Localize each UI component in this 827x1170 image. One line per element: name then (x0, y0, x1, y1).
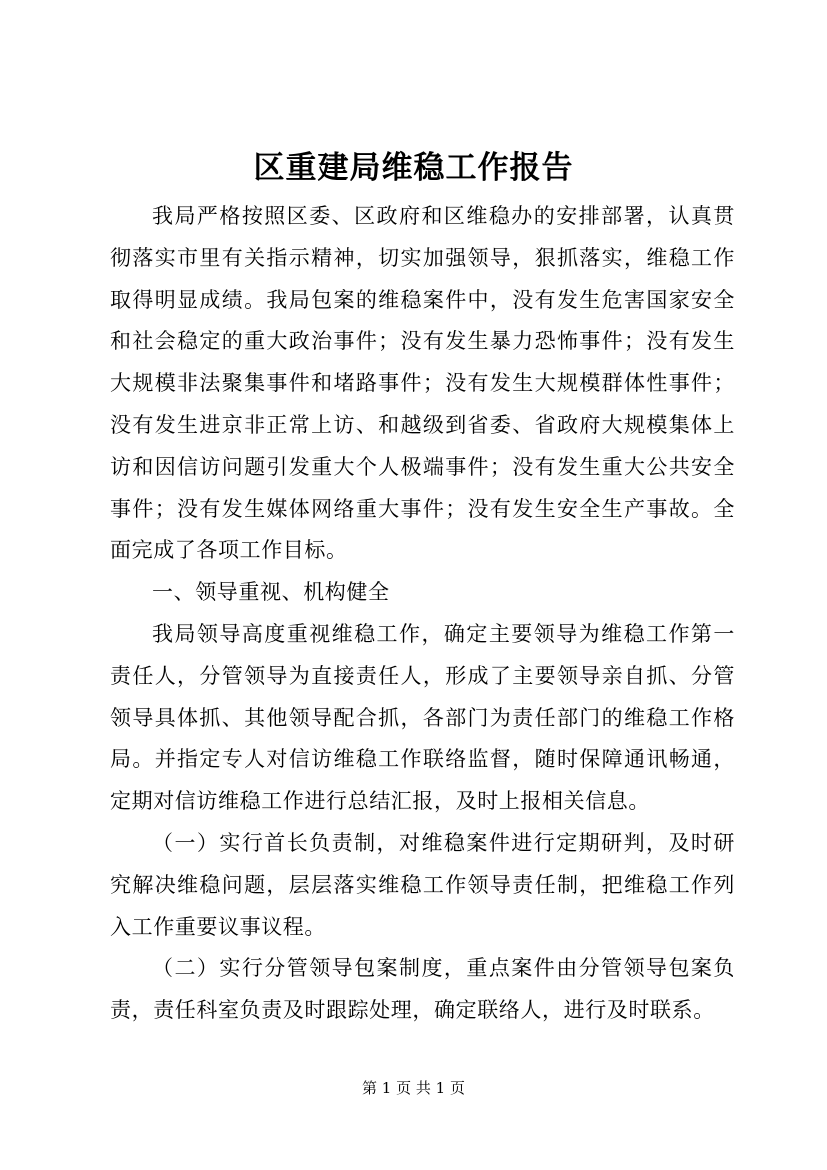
subsection-paragraph-1: （一）实行首长负责制，对维稳案件进行定期研判，及时研究解决维稳问题，层层落实维稳工作领导责任制，把维稳工作列入工作重要议事议程。 (110, 830, 735, 939)
intro-paragraph: 我局严格按照区委、区政府和区维稳办的安排部署，认真贯彻落实市里有关指示精神，切实加强领导，狠抓落实，维稳工作取得明显成绩。我局包案的维稳案件中，没有发生危害国家安全和社会稳定的重大政治事件；没有发生暴力恐怖事件；没有发生大规模非法聚集事件和堵路事件；没有发生大规模群体性事件；没有发生进京非正常上访、和越级到省委、省政府大规模集体上访和因信访问题引发重大个人极端事件；没有发生重大公共安全事件；没有发生媒体网络重大事件；没有发生安全生产事故。全面完成了各项工作目标。 (110, 204, 735, 563)
subsection-paragraph-2: （二）实行分管领导包案制度，重点案件由分管领导包案负责，责任科室负责及时跟踪处理，确定联络人，进行及时联系。 (110, 956, 735, 1023)
section-heading: 一、领导重视、机构健全 (152, 580, 390, 605)
page-footer: 第 1 页 共 1 页 (362, 1079, 465, 1097)
section-paragraph: 我局领导高度重视维稳工作，确定主要领导为维稳工作第一责任人，分管领导为直接责任人，形成了主要领导亲自抓、分管领导具体抓、其他领导配合抓，各部门为责任部门的维稳工作格局。并指定专人对信访维稳工作联络监督，随时保障通讯畅通，定期对信访维稳工作进行总结汇报，及时上报相关信息。 (110, 621, 735, 814)
document-title: 区重建局维稳工作报告 (253, 150, 574, 186)
document-body (110, 196, 735, 1032)
